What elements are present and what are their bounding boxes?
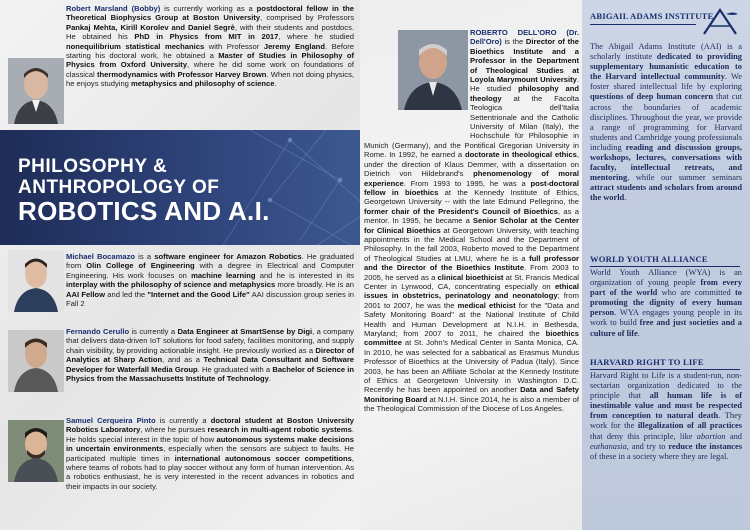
banner-decoration [210,130,360,245]
bio-robert-marsland: Robert Marsland (Bobby) is currently working as a postdoctoral fellow in the Theoretical Biophysics Group at Boston University, comprised by Professors Pankaj Mehta, Kirill Korolev and Daniel Segrè, with their students and postdocs. He obtained his PhD in Physics from MIT in 2017, where he studied nonequilibrium statistical mechanics with Professor Jeremy England. Before starting his doctoral work, he obtained a Master of Studies in Philosophy of Physics from Oxford University, where he did some work on foundations of classical thermodynamics with Professor Harvey Brown. When not doing physics, he enjoys studying metaphysics and philosophy of science. [66,4,354,89]
hrtl-text: Harvard Right to Life is a student-run, non-sectarian organization dedicated to the principle that all human life is of inestimable value and must be respected from conception to natural death. They work for the illegalization of all practices that deny this principle, like abortion and euthanasia, and try to reduce the instances of these in a society where they are legal. [590,371,743,461]
bio-roberto-delloro: ROBERTO DELL'ORO (Dr. Dell'Oro) is the Director of the Bioethics Institute and a Professor in the Department of Theological Studies at Loyola Marymount University. He studied philosophy and theology at the Facolta Teologica dell'Italia Settentrionale and the Catholic University of Milan (Italy), the Hochschule für Philosophie in Munich (Germany), and the Pontifical Gregorian University in Rome. In 1992, he earned a doctorate in theological ethics, under the direction of Klaus Demmer, with a dissertation on Dietrich von Hildebrand's phenomenology of moral experience. From 1993 to 1995, he was a post-doctoral fellow in bioethics at the Kennedy Institute of Ethics, Georgetown University -- with the late Edmund Pellegrino, the former chair of the President's Council of Bioethics, as a mentor. In 1995, he became a Senior Scholar at the Center for Clinical Bioethics at Georgetown University, with teaching appointments in the Medical School and the Department of Philosophy. In the fall 2003, Roberto moved to the Department of Theological Studies at LMU, where he is a full professor and the Director of the Bioethics Institute. From 2003 to 2005, he served as a clinical bioethicist at St. Francis Medical Center in Lynwood, CA, concentrating especially on ethical issues in obstetrics, perinatology and neonatology; from 2001 to 2007, he was the medical ethicist for the "Data and Safety Monitoring Board" at the National Institute of Child Health and Human Development at N.I.H. in Bethesda, Maryland; from 2007 to 2011, he chaired the bioethics committee at St. John's Medical Center in Santa Monica, CA. In 2010, he was selected for a sabbatical as Erasmus Mundus Professor of Bioethics at the University of Padua (Italy). Since 2003, he has been an Affiliate Scholar at the Kennedy Institute of Ethics at Georgetown University in Washington D.C. Recently he has been appointed on another Data and Safety Monitoring Board at N.I.H. Since 2014, he is also a member of the Theological Commission of the Diocese of Los Angeles. [364,28,580,414]
bio-michael-bocamazo: Michael Bocamazo is a software engineer for Amazon Robotics. He graduated from Olin College of Engineering with a degree in Electrical and Computer Engineering. His work focuses on machine learning and he is interested in its interplay with the philosophy of science and metaphysics more broadly. He is an AAI Fellow and led the "Internet and the Good Life" AAI discussion group series in Fall 2 [66,252,354,309]
photo-fernando-cerullo [8,330,64,392]
aai-text: The Abigail Adams Institute (AAI) is a scholarly institute dedicated to providing supplementary humanistic education to the Harvard intellectual community. We foster shared intellectual life by exploring questions of deep human concern that cut across the boundaries of academic disciplines. Throughout the year, we provide a range of programming for Harvard students and Cambridge young professionals including reading and discussion groups, workshops, lectures, conversations with faculty, intellectual retreats, and mentoring, while our summer seminars attract students and scholars from around the world. [590,42,743,203]
banner-line-3: ROBOTICS AND A.I. [18,196,270,226]
wya-text: World Youth Alliance (WYA) is an organization of young people from every part of the world who are committed to promoting the dignity of every human person. WYA engages young people in its work to build free and just societies and a culture of life. [590,268,743,338]
aai-divider [590,24,696,25]
bio-fernando-cerullo: Fernando Cerullo is currently a Data Engineer at SmartSense by Digi, a company that delivers data-driven IoT solutions for food safety, facilities monitoring, and supply chain visibility, by providing actionable insight. He previously worked as a Director of Analytics at Sharp Action, and as a Technical Data Consultant and Software Developer for Waterfall Media Group. He graduated with a Bachelor of Science in Physics from the Massachusetts Institute of Technology. [66,327,355,384]
hrtl-divider [590,369,740,370]
banner-line-2: ANTHROPOLOGY OF [18,177,220,198]
banner-line-1: PHILOSOPHY & [18,156,168,177]
wya-heading: WORLD YOUTH ALLIANCE [590,254,708,264]
title-banner [0,130,360,245]
hrtl-heading: HARVARD RIGHT TO LIFE [590,357,704,367]
photo-float-spacer [364,28,470,132]
photo-robert-marsland [8,58,64,124]
photo-samuel-cerqueira-pinto [8,420,64,482]
wya-divider [590,266,740,267]
aai-heading: ABIGAIL ADAMS INSTITUTE [590,11,714,21]
bio-samuel-cerqueira-pinto: Samuel Cerqueira Pinto is currently a doctoral student at Boston University Robotics Laboratory, where he pursues research in multi-agent robotic systems. He holds special interest in the topic of how autonomous systems make decisions in uncertain environments, especially when the sensors are subject to faults. He participated multiple times in international autonomous soccer competitions, where teams of robots had to play soccer without any form of human intervention. As a robotics enthusiast, he is very interested in the recent advances in robotics and their impacts in our society. [66,416,354,491]
photo-michael-bocamazo [8,250,64,312]
